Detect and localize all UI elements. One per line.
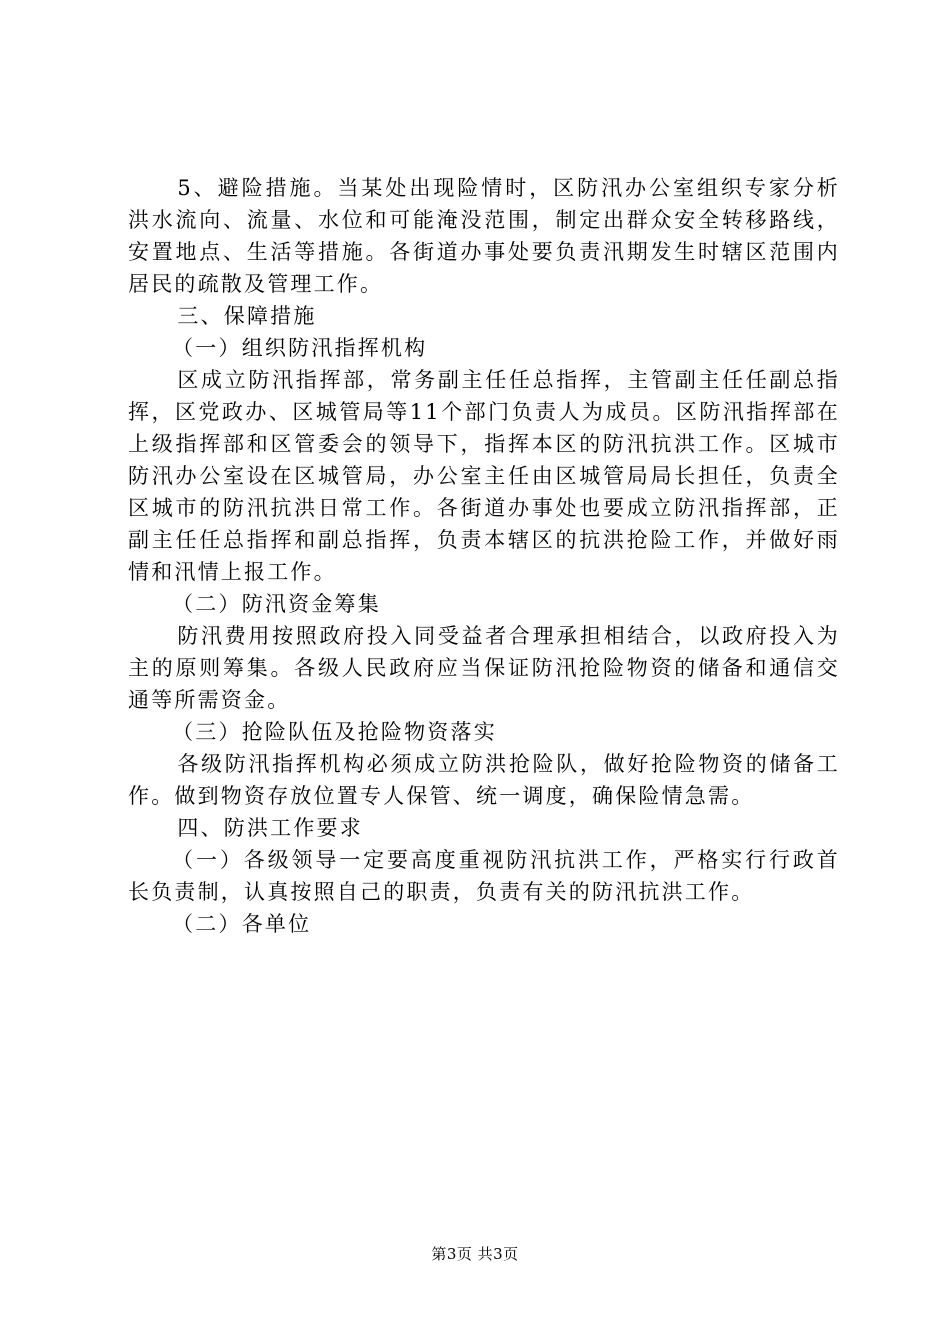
subheading-funding: （二）防汛资金筹集 (172, 592, 381, 616)
page-footer: 第3页 共3页 (431, 1245, 519, 1263)
paragraph-evacuation-measures: 5、避险措施。当某处出现险情时，区防汛办公室组织专家分析洪水流向、流量、水位和可能淹没范围，制定出群众安全转移路线，安置地点、生活等措施。各街道办事处要负责汛期发生时辖区范围内居民的疏散及管理工作。 (128, 176, 840, 296)
document-body (128, 172, 840, 940)
paragraph-requirement-1: （一）各级领导一定要高度重视防汛抗洪工作，严格实行行政首长负责制，认真按照自己的职责，负责有关的防汛抗洪工作。 (128, 848, 840, 904)
section-heading-safeguards: 三、保障措施 (177, 304, 317, 328)
paragraph-rescue-teams: 各级防汛指挥机构必须成立防洪抢险队，做好抢险物资的储备工作。做到物资存放位置专人保管、统一调度，确保险情急需。 (128, 752, 840, 808)
subheading-rescue-teams: （三）抢险队伍及抢险物资落实 (172, 720, 497, 744)
paragraph-command-organization: 区成立防汛指挥部，常务副主任任总指挥，主管副主任任副总指挥，区党政办、区城管局等11个部门负责人为成员。区防汛指挥部在上级指挥部和区管委会的领导下，指挥本区的防汛抗洪工作。区城市防汛办公室设在区城管局，办公室主任由区城管局局长担任，负责全区城市的防汛抗洪日常工作。各街道办事处也要成立防汛指挥部，正副主任任总指挥和副总指挥，负责本辖区的抗洪抢险工作，并做好雨情和汛情上报工作。 (128, 368, 840, 584)
section-heading-requirements: 四、防洪工作要求 (177, 816, 363, 840)
paragraph-funding: 防汛费用按照政府投入同受益者合理承担相结合，以政府投入为主的原则筹集。各级人民政府应当保证防汛抢险物资的储备和通信交通等所需资金。 (128, 624, 840, 712)
paragraph-requirement-2: （二）各单位 (172, 912, 312, 936)
subheading-command-organization: （一）组织防汛指挥机构 (172, 336, 428, 360)
